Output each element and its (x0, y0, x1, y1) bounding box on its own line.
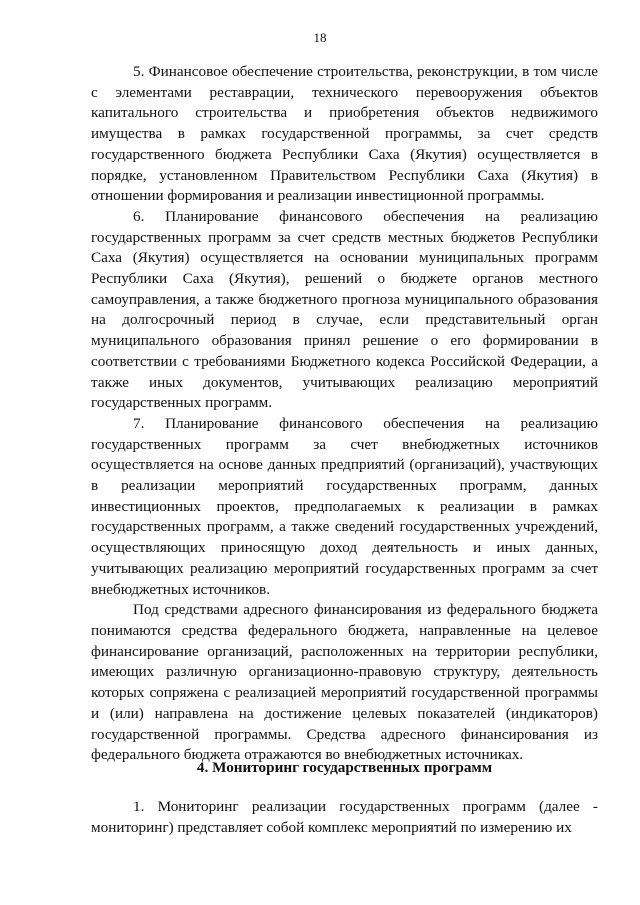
paragraph-federal-targeted-financing: Под средствами адресного финансирования из федерального бюджета понимаются средства федерального бюджета, направленные на целевое финансирование организаций, расположенных на территории республики, имеющих различную организационно-правовую структуру, деятельность которых сопряжена с реализацией мероприятий государственной программы и (или) направлена на достижение целевых показателей (индикаторов) государственной программы. Средства адресного финансирования из федерального бюджета отражаются во внебюджетных источниках. (91, 601, 598, 764)
paragraph-5-capital-construction: 5. Финансовое обеспечение строительства, реконструкции, в том числе с элементами реставрации, технического перевооружения объектов капитального строительства и приобретения объектов недвижимого имущества в рамках государственной программы, за счет средств государственного бюджета Республики Саха (Якутия) осуществляется в порядке, установленном Правительством Республики Саха (Якутия) в отношении формирования и реализации инвестиционной программы. (91, 63, 598, 205)
section-body (91, 797, 598, 838)
document-body (91, 62, 598, 766)
paragraph-7-extrabudgetary-sources: 7. Планирование финансового обеспечения на реализацию государственных программ за счет внебюджетных источников осуществляется на основе данных предприятий (организаций), участвующих в реализации мероприятий государственных программ, данных инвестиционных проектов, предполагаемых к реализации в рамках государственных программ, а также сведений государственных учреждений, осуществляющих приносящую доход деятельность и иных данных, учитывающих реализацию мероприятий государственных программ за счет внебюджетных источников. (91, 414, 598, 598)
section-heading: 4. Мониторинг государственных программ (196, 759, 493, 776)
paragraph-1-monitoring: 1. Мониторинг реализации государственных программ (далее - мониторинг) представляет собой комплекс мероприятий по измерению их (91, 798, 598, 836)
page-number: 18 (313, 30, 327, 45)
paragraph-6-local-budgets: 6. Планирование финансового обеспечения на реализацию государственных программ за счет средств местных бюджетов Республики Саха (Якутия) осуществляется на основании муниципальных программ Республики Саха (Якутия), решений о бюджете органов местного самоуправления, а также бюджетного прогноза муниципального образования на долгосрочный период в случае, если представительный орган муниципального образования принял решение о его формировании в соответствии с требованиями Бюджетного кодекса Российской Федерации, а также иных документов, учитывающих реализацию мероприятий государственных программ. (91, 207, 598, 412)
